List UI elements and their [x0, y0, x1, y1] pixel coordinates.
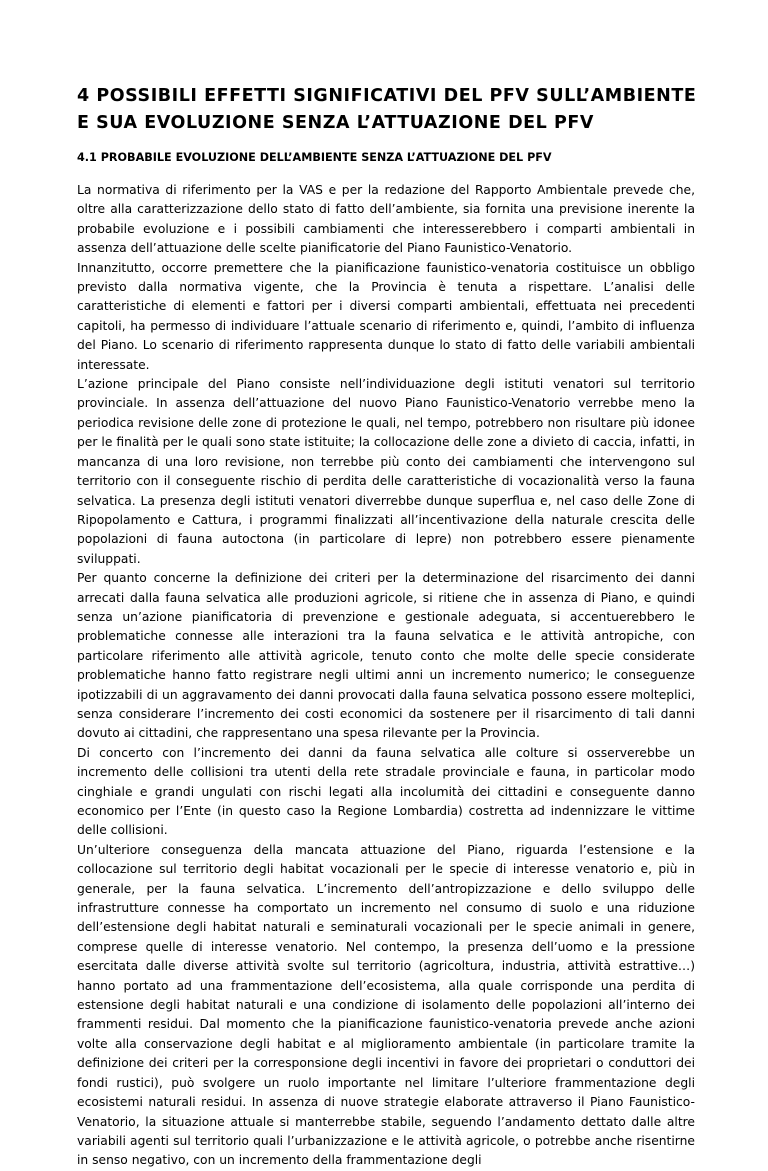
- body-text: [77, 181, 695, 1171]
- section-title: 4.1 PROBABILE EVOLUZIONE DELL’AMBIENTE SENZA L’ATTUAZIONE DEL PFV: [77, 151, 552, 164]
- paragraph: Di concerto con l’incremento dei danni da fauna selvatica alle colture si osserverebbe un incremento delle collisioni tra utenti della rete stradale provinciale e fauna, in particolar modo cinghiale e grandi ungulati con rischi legati alla incolumità dei cittadini e conseguente danno economico per l’Ente (in questo caso la Regione Lombardia) costretta ad indennizzare le vittime delle collisioni.: [77, 745, 695, 838]
- chapter-title: 4 POSSIBILI EFFETTI SIGNIFICATIVI DEL PFV SULL’AMBIENTE E SUA EVOLUZIONE SENZA L’ATTUAZIONE DEL PFV: [77, 86, 697, 133]
- paragraph: La normativa di riferimento per la VAS e per la redazione del Rapporto Ambientale prevede che, oltre alla caratterizzazione dello stato di fatto dell’ambiente, sia fornita una previsione inerente la probabile evoluzione e i possibili cambiamenti che interesserebbero i comparti ambientali in assenza dell’attuazione delle scelte pianificatorie del Piano Faunistico-Venatorio.: [77, 183, 695, 256]
- paragraph: Innanzitutto, occorre premettere che la pianificazione faunistico-venatoria costituisce un obbligo previsto dalla normativa vigente, che la Provincia è tenuta a rispettare. L’analisi delle caratteristiche di elementi e fattori per i diversi comparti ambientali, effettuata nei precedenti capitoli, ha permesso di individuare l’attuale scenario di riferimento e, quindi, l’ambito di influenza del Piano. Lo scenario di riferimento rappresenta dunque lo stato di fatto delle variabili ambientali interessate.: [77, 260, 695, 372]
- paragraph: Un’ulteriore conseguenza della mancata attuazione del Piano, riguarda l’estensione e la collocazione sul territorio degli habitat vocazionali per le specie di interesse venatorio e, più in generale, per la fauna selvatica. L’incremento dell’antropizzazione e dello sviluppo delle infrastrutture connesse ha comportato un incremento nel consumo di suolo e una riduzione dell’estensione degli habitat naturali e seminaturali vocazionali per le specie animali in genere, comprese quelle di interesse venatorio. Nel contempo, la presenza dell’uomo e la pressione esercitata dalle diverse attività svolte sul territorio (agricoltura, industria, attività estrattive…) hanno portato ad una frammentazione dell’ecosistema, alla quale corrisponde una perdita di estensione degli habitat naturali e una condizione di isolamento delle popolazioni all’interno dei frammenti residui. Dal momento che la pianificazione faunistico-venatoria prevede anche azioni volte alla conservazione degli habitat e al miglioramento ambientale (in particolare tramite la definizione dei criteri per la corresponsione degli incentivi in favore dei proprietari o conduttori dei fondi rustici), può svolgere un ruolo importante nel limitare l’ulteriore frammentazione degli ecosistemi naturali residui. In assenza di nuove strategie elaborate attraverso il Piano Faunistico-Venatorio, la situazione attuale si manterrebbe stabile, seguendo l’andamento dettato dalle altre variabili agenti sul territorio quali l’urbanizzazione e le attività agricole, o potrebbe anche risentirne in senso negativo, con un incremento della frammentazione degli: [77, 842, 695, 1168]
- paragraph: L’azione principale del Piano consiste nell’individuazione degli istituti venatori sul territorio provinciale. In assenza dell’attuazione del nuovo Piano Faunistico-Venatorio verrebbe meno la periodica revisione delle zone di protezione le quali, nel tempo, potrebbero non risultare più idonee per le finalità per le quali sono state istituite; la collocazione delle zone a divieto di caccia, infatti, in mancanza di una loro revisione, non terrebbe più conto dei cambiamenti che intervengono sul territorio con il conseguente rischio di perdita delle caratteristiche di vocazionalità verso la fauna selvatica. La presenza degli istituti venatori diverrebbe dunque superflua e, nel caso delle Zone di Ripopolamento e Cattura, i programmi finalizzati all’incentivazione della naturale crescita delle popolazioni di fauna autoctona (in particolare di lepre) non potrebbero essere pienamente sviluppati.: [77, 377, 695, 566]
- paragraph: Per quanto concerne la definizione dei criteri per la determinazione del risarcimento dei danni arrecati dalla fauna selvatica alle produzioni agricole, si ritiene che in assenza di Piano, e quindi senza un’azione pianificatoria di prevenzione e gestionale adeguata, si accentuerebbero le problematiche connesse alle interazioni tra la fauna selvatica e le attività antropiche, con particolare riferimento alle attività agricole, tenuto conto che molte delle specie considerate problematiche hanno fatto registrare negli ultimi anni un incremento numerico; le conseguenze ipotizzabili di un aggravamento dei danni provocati dalla fauna selvatica possono essere molteplici, senza considerare l’incremento dei costi economici da sostenere per il risarcimento di tali danni dovuto ai cittadini, che rappresentano una spesa rilevante per la Provincia.: [77, 571, 695, 741]
